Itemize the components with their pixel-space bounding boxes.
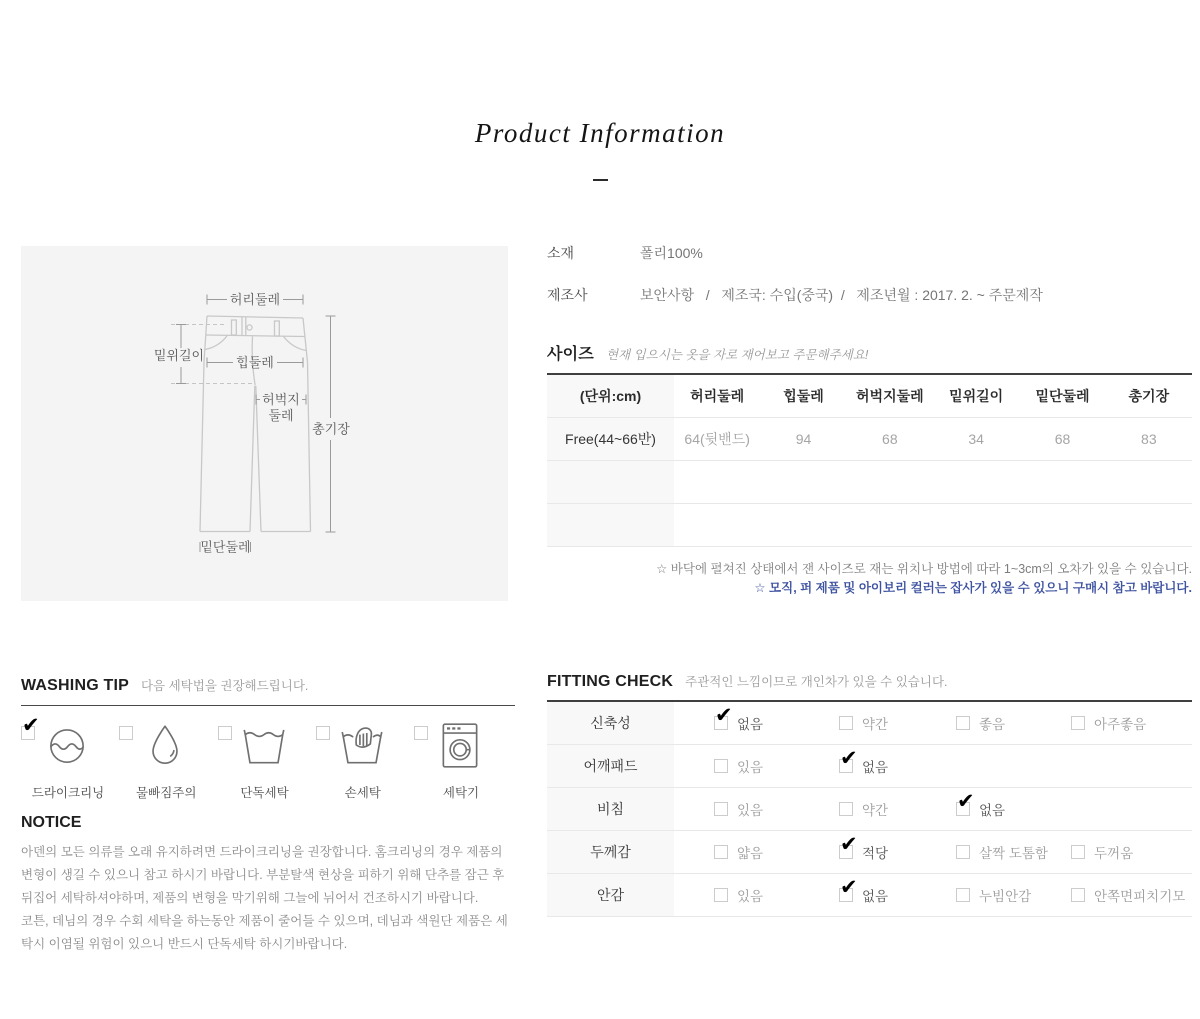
size-section — [547, 341, 1192, 598]
option-label: 있음 — [737, 889, 764, 904]
fitting-options — [674, 745, 1192, 787]
rise-label: 밑위길이 — [153, 348, 205, 363]
fitting-row-shoulder-pad — [547, 745, 1192, 788]
fitting-row-thickness — [547, 831, 1192, 874]
size-column-header: 밑위길이 — [949, 388, 1004, 404]
fitting-option — [956, 885, 1071, 905]
check-icon: ✔ — [840, 747, 858, 770]
notice-title: NOTICE — [21, 814, 82, 831]
size-notes — [547, 560, 1192, 598]
fitting-options — [674, 788, 1192, 830]
fitting-section-header — [547, 672, 1192, 691]
option-label: 아주좋음 — [1094, 717, 1147, 732]
washing-item-label: 단독세탁 — [240, 786, 289, 800]
notice-paragraph: 코튼, 데님의 경우 수회 세탁을 하는동안 제품이 줄어들 수 있으며, 데님과 색원단 제품은 세탁시 이염될 위험이 있으니 반드시 단독세탁 하시기바랍니다. — [21, 914, 508, 951]
size-table-header-row — [547, 375, 1192, 418]
fitting-option — [714, 756, 839, 776]
option-checkbox[interactable] — [714, 704, 733, 730]
fitting-row-label: 안감 — [547, 874, 674, 916]
washing-item-machine — [414, 719, 508, 801]
fitting-option — [1071, 713, 1146, 733]
washing-section-header — [21, 676, 515, 695]
washing-item-separate-wash — [218, 719, 312, 801]
fitting-row-label: 신축성 — [547, 702, 674, 744]
check-icon: ✔ — [715, 704, 733, 727]
option-checkbox[interactable] — [839, 747, 858, 773]
size-value: 94 — [795, 431, 812, 447]
option-checkbox[interactable] — [956, 716, 970, 730]
washing-item-label: 드라이크리닝 — [31, 786, 105, 800]
size-value: 68 — [1054, 431, 1071, 447]
option-checkbox[interactable] — [839, 876, 858, 902]
option-checkbox[interactable] — [1071, 888, 1085, 902]
size-row-name — [547, 461, 674, 503]
check-icon: ✔ — [840, 876, 858, 899]
fitting-option — [714, 842, 839, 862]
size-table-row — [547, 461, 1192, 504]
fitting-check-section — [547, 672, 1192, 917]
fitting-option — [839, 713, 956, 733]
fitting-table — [547, 700, 1192, 917]
option-label: 약간 — [862, 803, 889, 818]
waist-label: 허리둘레 — [229, 292, 281, 307]
option-label: 있음 — [737, 760, 764, 775]
option-checkbox[interactable] — [956, 790, 975, 816]
fitting-row-lining — [547, 874, 1192, 917]
size-value — [933, 504, 1019, 546]
dimension-labels — [154, 292, 350, 555]
fitting-option — [839, 747, 956, 776]
size-row-name — [547, 504, 674, 546]
size-value: 64(뒷밴드) — [684, 431, 750, 447]
fitting-options — [674, 831, 1192, 873]
fitting-option — [839, 799, 956, 819]
option-checkbox[interactable] — [1071, 845, 1085, 859]
size-table-row — [547, 504, 1192, 547]
size-column-header: 총기장 — [1128, 388, 1170, 404]
thigh-label-line1: 허벅지 — [262, 392, 300, 407]
separate-wash-checkbox[interactable] — [218, 726, 232, 740]
size-note-color: ☆ 모직, 퍼 제품 및 아이보리 컬러는 잡사가 있을 수 있으니 구매시 참고 바랍니다. — [754, 581, 1192, 595]
washing-item-label: 손세탁 — [344, 786, 381, 800]
washing-subtitle: 다음 세탁법을 권장해드립니다. — [140, 679, 309, 693]
size-value — [1019, 461, 1105, 503]
maker-label: 제조사 — [547, 287, 588, 303]
fitting-option — [1071, 842, 1133, 862]
fitting-row-label: 어깨패드 — [547, 745, 674, 787]
size-column-header: 힙둘레 — [783, 388, 824, 404]
title-dash — [593, 179, 608, 181]
waterdrop-checkbox[interactable] — [119, 726, 133, 740]
size-value — [933, 461, 1019, 503]
notice-paragraph: 아덴의 모든 의류를 오래 유지하려면 드라이크리닝을 권장합니다. 홈크리닝의 경우 제품의 변형이 생길 수 있으니 참고 하시기 바랍니다. 부분탈색 현상을 피하기 위해 단추를 잠근 후 뒤집어 세탁하셔야하며, 제품의 변형을 막기위해 그늘에 뉘어서 건조하시기 바랍니다. — [21, 845, 505, 905]
option-label: 살짝 도톰함 — [979, 846, 1048, 861]
fitting-option — [1071, 885, 1185, 905]
fitting-subtitle: 주관적인 느낌이므로 개인차가 있을 수 있습니다. — [685, 675, 948, 689]
option-label: 누빔안감 — [979, 889, 1032, 904]
size-value: 34 — [968, 431, 984, 447]
size-value — [674, 461, 760, 503]
maker-row — [547, 285, 1043, 305]
option-checkbox[interactable] — [956, 845, 970, 859]
option-checkbox[interactable] — [714, 759, 728, 773]
option-label: 좋음 — [979, 717, 1006, 732]
washing-item-handwash — [316, 719, 410, 801]
fitting-row-elasticity — [547, 702, 1192, 745]
size-value — [847, 461, 933, 503]
size-value — [760, 504, 846, 546]
option-label: 없음 — [862, 889, 889, 904]
size-value — [847, 504, 933, 546]
check-icon: ✔ — [957, 790, 975, 813]
size-column-header: 허리둘레 — [690, 388, 745, 404]
option-checkbox[interactable] — [714, 802, 728, 816]
fitting-title: FITTING CHECK — [547, 673, 674, 690]
size-value — [760, 461, 846, 503]
wash-basin-icon — [238, 719, 290, 771]
washing-item-label: 세탁기 — [442, 786, 480, 800]
washing-item-drycleaning — [21, 714, 115, 801]
option-label: 있음 — [737, 803, 764, 818]
size-unit-header: (단위:cm) — [547, 375, 674, 417]
option-label: 적당 — [862, 846, 889, 861]
hem-label: 밑단둘레 — [200, 539, 251, 555]
material-label: 소재 — [547, 245, 575, 261]
fitting-option — [714, 799, 839, 819]
fitting-options — [674, 702, 1192, 744]
option-label: 두꺼움 — [1094, 846, 1134, 861]
option-label: 약간 — [862, 717, 889, 732]
size-value — [1106, 461, 1192, 503]
option-checkbox[interactable] — [839, 716, 853, 730]
hand-wash-icon — [336, 719, 388, 771]
fitting-options — [674, 874, 1192, 916]
size-value — [1106, 504, 1192, 546]
size-column-header: 밑단둘레 — [1035, 388, 1090, 404]
size-row-name: Free(44~66반) — [547, 418, 674, 460]
fitting-option — [839, 833, 956, 862]
option-checkbox[interactable] — [839, 833, 858, 859]
option-checkbox[interactable] — [714, 845, 728, 859]
fitting-option — [956, 790, 1071, 819]
hip-label: 힙둘레 — [236, 355, 274, 370]
total-length-label: 총기장 — [312, 421, 350, 437]
size-column-header: 허벅지둘레 — [856, 388, 924, 404]
fitting-option — [839, 876, 956, 905]
size-value: 68 — [882, 431, 898, 447]
fitting-row-label: 두께감 — [547, 831, 674, 873]
drycleaning-checkbox[interactable] — [21, 714, 40, 740]
thigh-label-line2: 둘레 — [268, 408, 294, 423]
maker-value: 보안사항 / 제조국: 수입(중국) / 제조년월 : 2017. 2. ~ 주문제작 — [640, 287, 1043, 303]
material-value: 폴리100% — [640, 245, 703, 261]
option-label: 안쪽면피치기모 — [1094, 889, 1186, 904]
check-icon: ✔ — [22, 714, 40, 737]
water-drop-icon — [139, 719, 191, 771]
size-table — [547, 373, 1192, 547]
fitting-option — [956, 713, 1071, 733]
fitting-option — [956, 842, 1071, 862]
machine-checkbox[interactable] — [414, 726, 428, 740]
size-value: 83 — [1141, 431, 1157, 447]
size-note-measure: ☆ 바닥에 펼쳐진 상태에서 잰 사이즈로 재는 위치나 방법에 따라 1~3cm의 오차가 있을 수 있습니다. — [656, 562, 1192, 576]
page-title: Product Information — [474, 118, 726, 148]
fitting-row-label: 비침 — [547, 788, 674, 830]
washing-item-waterdrop — [119, 719, 213, 801]
option-checkbox[interactable] — [714, 888, 728, 902]
size-table-row — [547, 418, 1192, 461]
option-label: 없음 — [862, 760, 889, 775]
fitting-row-sheerness — [547, 788, 1192, 831]
fitting-option — [714, 704, 839, 733]
pants-diagram-svg — [21, 246, 508, 601]
option-label: 얇음 — [737, 846, 764, 861]
title-block — [0, 118, 1200, 181]
option-checkbox[interactable] — [839, 802, 853, 816]
material-row — [547, 243, 1043, 263]
size-value — [674, 504, 760, 546]
option-label: 없음 — [979, 803, 1006, 818]
fitting-option — [714, 885, 839, 905]
notice-section — [21, 814, 513, 956]
drycleaning-icon — [41, 719, 93, 771]
product-info — [547, 243, 1043, 327]
option-checkbox[interactable] — [1071, 716, 1085, 730]
size-title: 사이즈 — [547, 346, 594, 363]
washing-machine-icon — [434, 719, 486, 771]
size-subtitle: 현재 입으시는 옷을 자로 재어보고 주문해주세요! — [605, 348, 869, 362]
pants-measurement-diagram — [21, 246, 508, 601]
pants-outline — [200, 316, 311, 532]
washing-items — [21, 714, 508, 801]
size-section-header — [547, 341, 1192, 364]
washing-item-label: 물빠짐주의 — [136, 786, 197, 800]
check-icon: ✔ — [840, 833, 858, 856]
washing-tip-section — [21, 676, 515, 801]
washing-title: WASHING TIP — [21, 677, 129, 694]
handwash-checkbox[interactable] — [316, 726, 330, 740]
option-checkbox[interactable] — [956, 888, 970, 902]
size-value — [1019, 504, 1105, 546]
washing-divider — [21, 705, 515, 706]
option-label: 없음 — [737, 717, 764, 732]
